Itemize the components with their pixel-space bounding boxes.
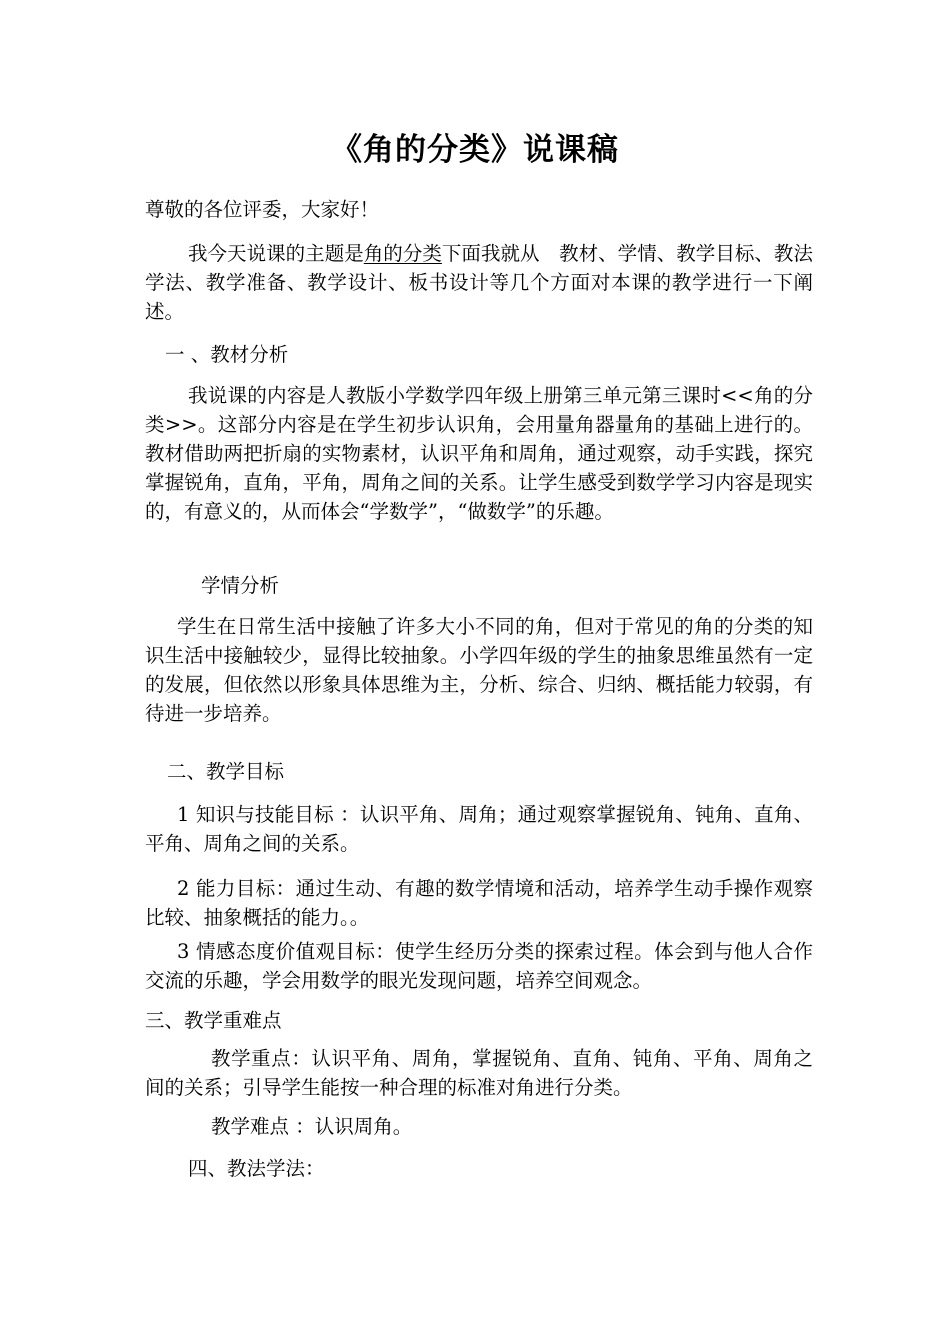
goal-knowledge: 1 知识与技能目标 ：认识平角、周角；通过观察掌握锐角、钝角、直角、平角、周角之间的关系。: [145, 803, 813, 855]
key-point: 教学重点：认识平角、周角，掌握锐角、直角、钝角、平角、周角之间的关系；引导学生能按一种合理的标准对角进行分类。: [145, 1047, 813, 1099]
intro-topic: 角的分类: [363, 242, 442, 265]
section-heading-key-points: 三、教学重难点: [145, 1009, 282, 1032]
section-heading-goals: 二、教学目标: [167, 760, 285, 783]
intro-paragraph: [145, 239, 813, 326]
intro-before: 我今天说课的主题是: [188, 242, 364, 265]
learner-analysis-body: 学生在日常生活中接触了许多大小不同的角，但对于常见的角的分类的知识生活中接触较少，显得比较抽象。小学四年级的学生的抽象思维虽然有一定的发展，但依然以形象具体思维为主，分析、综合、归纳、概括能力较弱，有待进一步培养。: [145, 615, 813, 725]
section-heading-textbook: 一 、教材分析: [165, 343, 289, 366]
intro-after: 下面我就从 教材、学情、教学目标、教法学法、教学准备、教学设计、板书设计等几个方面对本课的教学进行一下阐述。: [145, 242, 813, 323]
difficulty-point: 教学难点 ：认识周角。: [211, 1115, 413, 1138]
goal-ability: 2 能力目标：通过生动、有趣的数学情境和活动，培养学生动手操作观察比较、抽象概括的能力。。: [145, 877, 813, 929]
document-title: 《角的分类》说课稿: [331, 132, 619, 168]
textbook-analysis-body: 我说课的内容是人教版小学数学四年级上册第三单元第三课时<<角的分类>>。这部分内容是在学生初步认识角，会用量角器量角的基础上进行的。教材借助两把折扇的实物素材，认识平角和周角，通过观察，动手实践，探究掌握锐角，直角，平角，周角之间的关系。让学生感受到数学学习内容是现实的，有意义的，从而体会“学数学”，“做数学”的乐趣。: [145, 384, 813, 523]
section-heading-learner: 学情分析: [201, 574, 280, 597]
greeting: 尊敬的各位评委，大家好！: [145, 198, 380, 221]
section-heading-methods: 四、教法学法：: [188, 1157, 325, 1180]
goal-attitude: 3 情感态度价值观目标：使学生经历分类的探索过程。体会到与他人合作交流的乐趣，学会用数学的眼光发现问题，培养空间观念。: [145, 940, 813, 992]
